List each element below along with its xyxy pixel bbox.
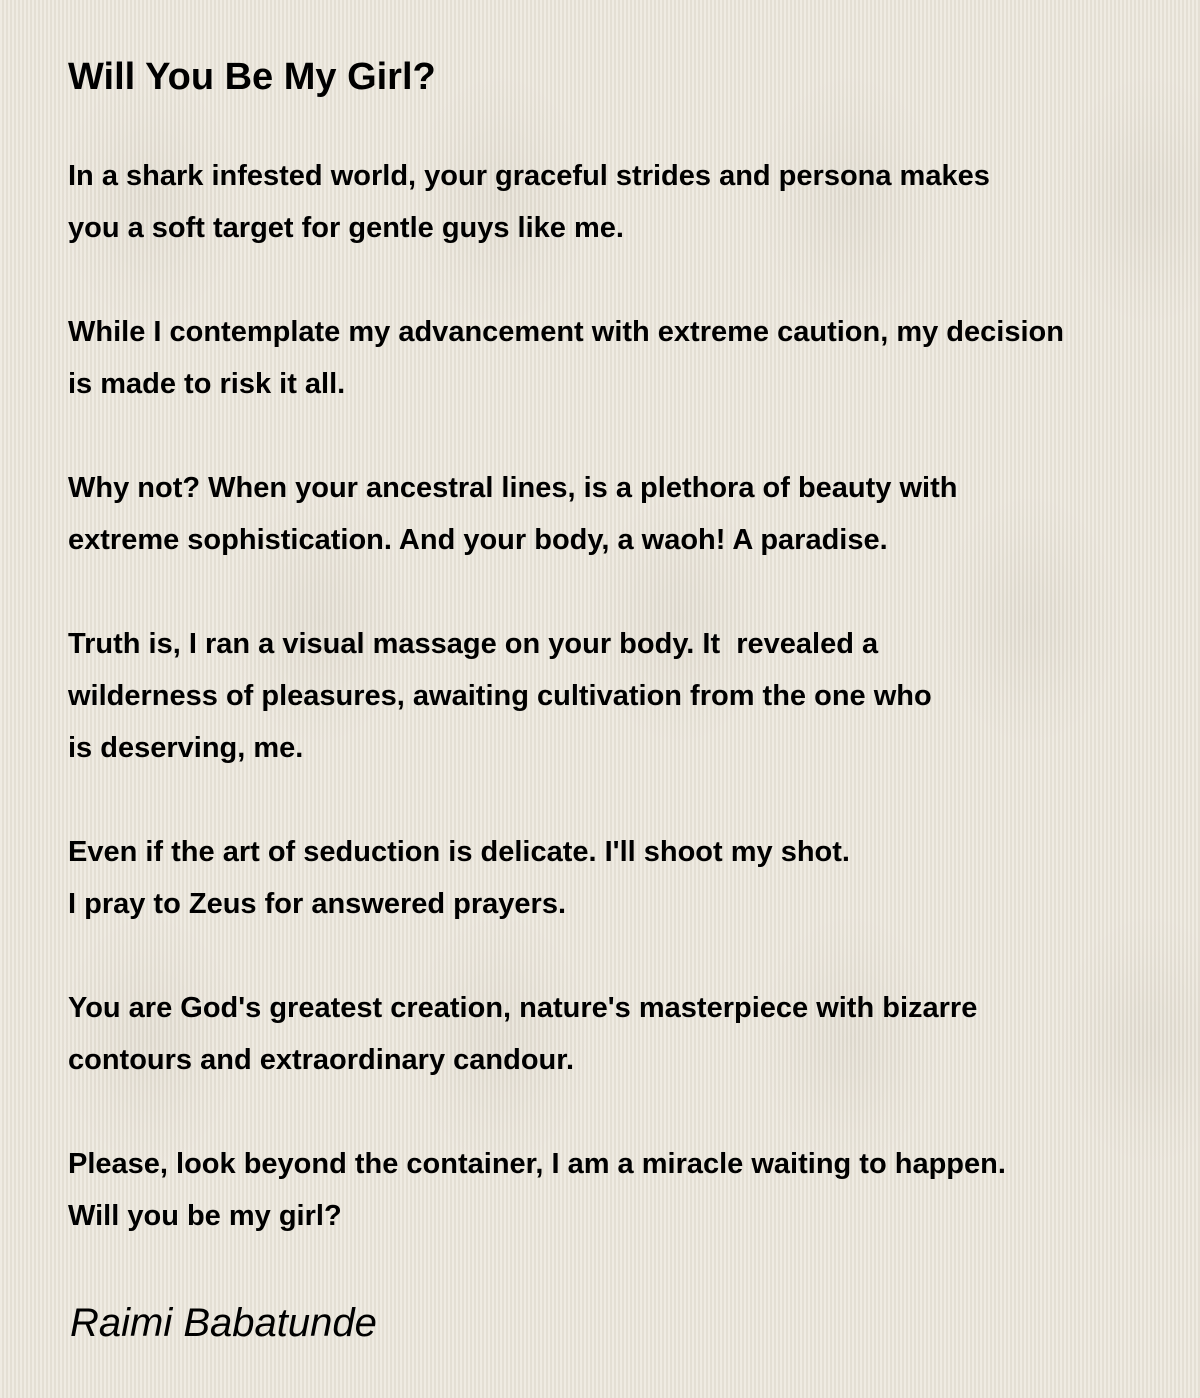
- poem-line: wilderness of pleasures, awaiting cultivation from the one who: [68, 680, 932, 712]
- stanza: [68, 618, 1188, 774]
- stanza: [68, 150, 1188, 254]
- poem-title: Will You Be My Girl?: [68, 56, 436, 98]
- poem-line: Truth is, I ran a visual massage on your body. It revealed a: [68, 628, 879, 660]
- poem-line: In a shark infested world, your graceful strides and persona makes: [68, 160, 990, 192]
- stanza: [68, 306, 1188, 410]
- stanza: [68, 1138, 1188, 1242]
- poem-line: is made to risk it all.: [68, 368, 346, 400]
- stanza: [68, 826, 1188, 930]
- poem-line: You are God's greatest creation, nature's masterpiece with bizarre: [68, 992, 978, 1024]
- poem-line: extreme sophistication. And your body, a waoh! A paradise.: [68, 524, 888, 556]
- poem-line: is deserving, me.: [68, 732, 304, 764]
- poem-line: Why not? When your ancestral lines, is a plethora of beauty with: [68, 472, 958, 504]
- poem-body: [68, 150, 1188, 1294]
- poem-author: Raimi Babatunde: [70, 1301, 377, 1345]
- stanza: [68, 982, 1188, 1086]
- poem-line: contours and extraordinary candour.: [68, 1044, 574, 1076]
- poem-line: Even if the art of seduction is delicate. I'll shoot my shot.: [68, 836, 850, 868]
- poem-line: you a soft target for gentle guys like me.: [68, 212, 624, 244]
- poem-line: Will you be my girl?: [68, 1200, 342, 1232]
- poem-line: I pray to Zeus for answered prayers.: [68, 888, 567, 920]
- poem-line: Please, look beyond the container, I am a miracle waiting to happen.: [68, 1148, 1006, 1180]
- poem-line: While I contemplate my advancement with extreme caution, my decision: [68, 316, 1064, 348]
- stanza: [68, 462, 1188, 566]
